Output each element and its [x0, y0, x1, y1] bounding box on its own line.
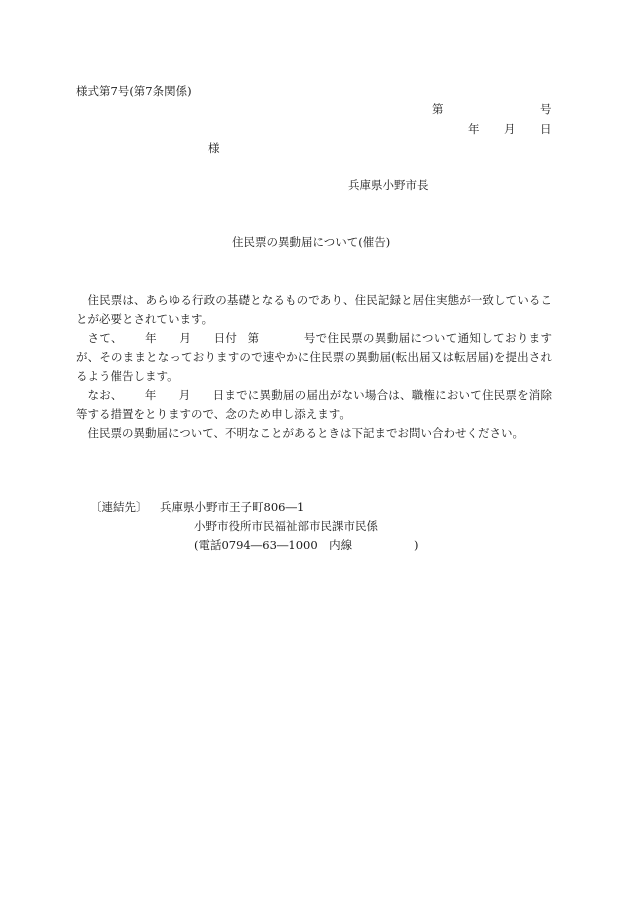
contact-dept: 小野市役所市民福祉部市民課市民係 — [194, 519, 378, 533]
paragraph-4: 住民票の異動届について、不明なことがあるときは下記までお問い合わせください。 — [87, 426, 525, 440]
p3-lead: なお、 — [87, 388, 123, 402]
paragraph-2 — [76, 329, 552, 386]
paragraph-1: 住民票は、あらゆる行政の基礎となるものであり、住民記録と居住実態が一致していることが必要とされています。 — [76, 293, 552, 326]
contact-phone: (電話0794―63―1000 内線 — [194, 538, 353, 552]
page-title: 住民票の異動届について(催告) — [232, 235, 391, 249]
body-text — [76, 291, 552, 443]
p3-month: 月 — [178, 388, 191, 402]
p2-year: 年 — [144, 331, 158, 345]
paragraph-3 — [76, 386, 552, 424]
recipient-suffix: 様 — [208, 141, 220, 155]
sender: 兵庫県小野市長 — [348, 178, 429, 192]
p3-year: 年 — [144, 388, 157, 402]
form-label: 様式第7号(第7条関係) — [76, 84, 192, 98]
p2-dai: 第 — [247, 331, 260, 345]
date-year: 年 — [468, 122, 480, 136]
date-day: 日 — [540, 122, 552, 136]
p3-rest: 日までに異動届の届出がない場合は、職権において住民票を消除等する措置をとりますので、念のため申し添えます。 — [76, 388, 553, 421]
p2-lead: さて、 — [87, 331, 123, 345]
doc-number-dai: 第 — [432, 102, 444, 116]
contact-label: 〔連結先〕 — [90, 500, 148, 514]
doc-number-go: 号 — [540, 102, 552, 116]
contact-address: 兵庫県小野市王子町806―1 — [160, 500, 305, 514]
p2-day: 日付 — [213, 331, 238, 345]
contact-phone-close: ) — [414, 538, 419, 552]
p2-month: 月 — [179, 331, 192, 345]
date-month: 月 — [504, 122, 516, 136]
p2-rest: 号で住民票の異動届について通知しておりますが、そのままとなっておりますので速やかに住民票の異動届(転出届又は転居届)を提出されるよう催告します。 — [76, 331, 553, 383]
